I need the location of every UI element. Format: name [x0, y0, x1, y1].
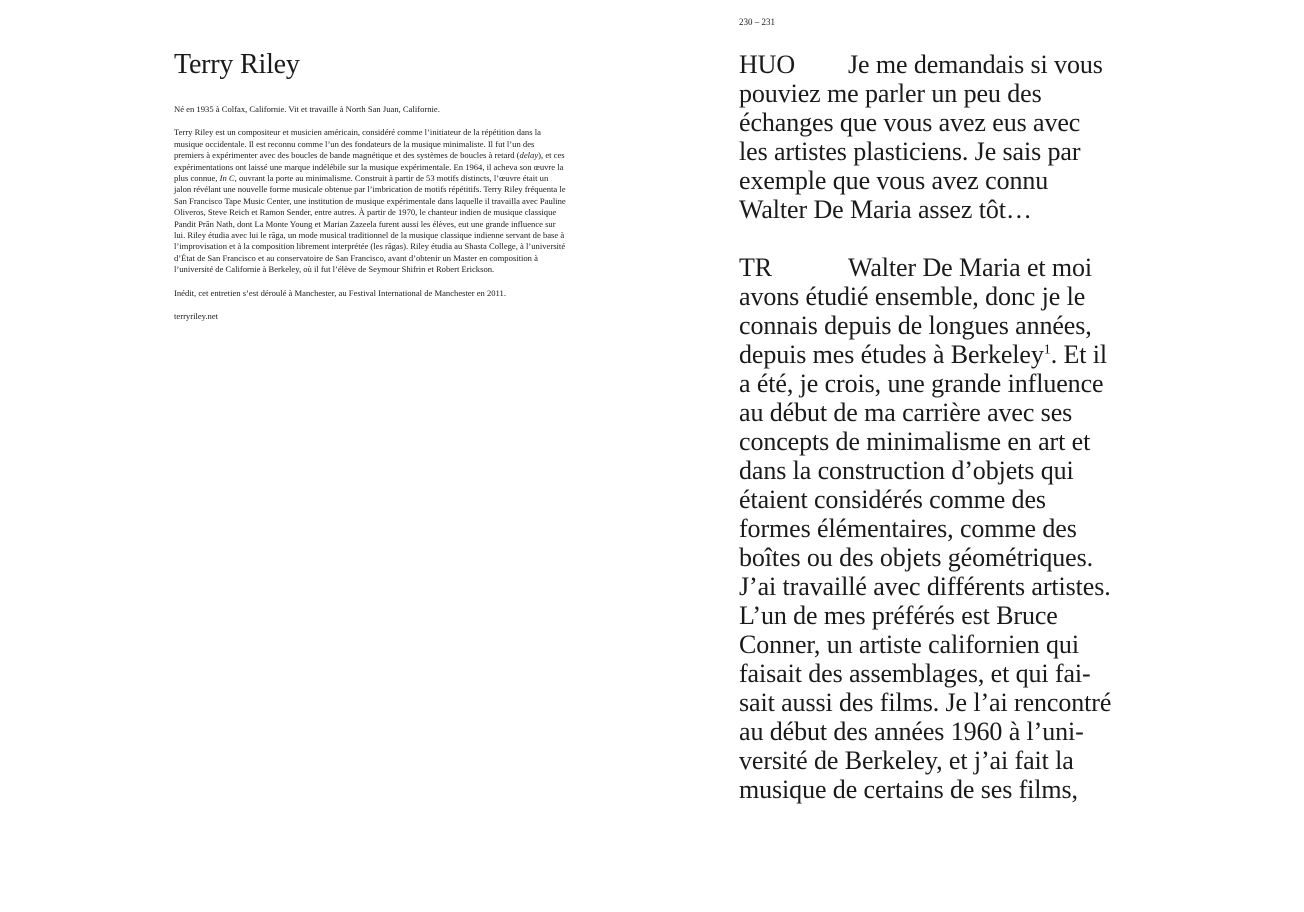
- answer-line: boîtes ou des objets géométriques.: [739, 543, 1094, 572]
- page-numbers: 230 – 231: [739, 17, 775, 27]
- emphasis-in-c: In C: [219, 173, 235, 184]
- answer-line: connais depuis de longues années,: [739, 311, 1092, 340]
- answer-line: faisait des assemblages, et qui fai-: [739, 659, 1091, 688]
- answer-line: versité de Berkeley, et j’ai fait la: [739, 746, 1074, 775]
- artist-name: Terry Riley: [174, 49, 300, 80]
- answer-line: musique de certains de ses films,: [739, 775, 1078, 804]
- answer-line: au début de ma carrière avec ses: [739, 398, 1073, 427]
- emphasis-delay: delay: [519, 150, 539, 161]
- question-line: les artistes plasticiens. Je sais par: [739, 137, 1081, 166]
- answer-line: depuis mes études à Berkeley$^1$. Et il: [739, 340, 1108, 369]
- speaker-tr: TR: [739, 253, 773, 282]
- answer-line: étaient considérés comme des: [739, 485, 1046, 514]
- answer-line: L’un de mes préférés est Bruce: [739, 601, 1058, 630]
- answer-line: Walter De Maria et moi: [848, 253, 1093, 282]
- birth-info: Né en 1935 à Colfax, Californie. Vit et travaille à North San Juan, Californie.: [174, 104, 440, 114]
- answer-line: sait aussi des films. Je l’ai rencontré: [739, 688, 1112, 717]
- question-block: [739, 50, 1139, 224]
- answer-line: formes élémentaires, comme des: [739, 514, 1077, 543]
- answer-line: J’ai travaillé avec différents artistes.: [739, 572, 1111, 601]
- interview-note: Inédit, cet entretien s’est déroulé à Manchester, au Festival International de Manchester en 2011.: [174, 287, 506, 298]
- question-line: Walter De Maria assez tôt…: [739, 195, 1032, 224]
- question-line: exemple que vous avez connu: [739, 166, 1049, 195]
- answer-line: Conner, un artiste californien qui: [739, 630, 1079, 659]
- speaker-huo: HUO: [739, 50, 796, 79]
- answer-block: [739, 253, 1139, 804]
- biography-paragraph: Terry Riley est un compositeur et musicien américain, considéré comme l’initiateur de la répétition dans la musique occidentale. Il est reconnu comme l’un des fondateurs de la musique minimaliste. Il fut l’un des premiers à expérimenter avec des boucles de bande magnétique et des systèmes de boucles à retard (delay), et ces expérimentations ont laissé une marque indélébile sur la musique expérimentale. En 1964, il acheva son œuvre la plus connue, In C, ouvrant la porte au minimalisme. Construit à partir de 53 motifs distincts, l’œuvre était un jalon révélant une nouvelle forme musicale obtenue par l’imbrication de motifs répétitifs. Terry Riley fréquenta le San Francisco Tape Music Center, une institution de musique expérimentale dans laquelle il travailla avec Pauline Oliveros, Steve Reich et Ramon Sender, entre autres. À partir de 1970, le chanteur indien de musique classique Pandit Prān Nath, dont La Monte Young et Marian Zazeela furent aussi les élèves, eut une grande influence sur lui. Riley étudia avec lui le rāga, un mode musical traditionnel de la musique classique indienne servant de base à l’improvisation et à la composition librement interprétée (les rāgas). Riley étudia au Shasta College, à l’université d’État de San Francisco et au conservatoire de San Francisco, avant d’obtenir un Master en composition à l’université de Californie à Berkeley, où il fut l’élève de Seymour Shifrin et Robert Erickson.: [174, 127, 566, 275]
- answer-line: avons étudié ensemble, donc je le: [739, 282, 1086, 311]
- question-line: pouviez me parler un peu des: [739, 79, 1042, 108]
- question-line: échanges que vous avez eus avec: [739, 108, 1081, 137]
- answer-line: au début des années 1960 à l’uni-: [739, 717, 1084, 746]
- answer-line: dans la construction d’objets qui: [739, 456, 1074, 485]
- right-page: [739, 50, 1139, 833]
- left-page: [174, 48, 566, 335]
- question-line: Je me demandais si vous: [848, 50, 1103, 79]
- artist-website: terryriley.net: [174, 311, 219, 322]
- answer-line: concepts de minimalisme en art et: [739, 427, 1091, 456]
- footnote-marker: 1: [1043, 342, 1051, 358]
- answer-line: a été, je crois, une grande influence: [739, 369, 1104, 398]
